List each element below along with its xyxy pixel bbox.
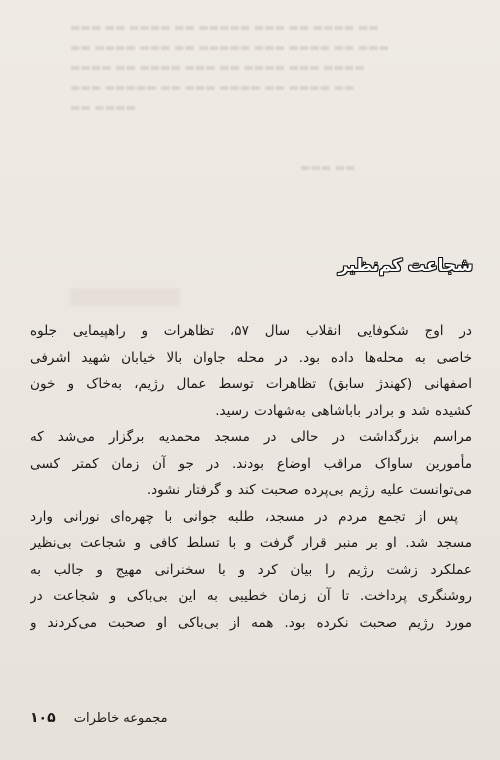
text-line: عملکرد زشت رژیم را بیان کرد و با سخنرانی مهیج و جالب به: [30, 561, 472, 578]
text-line: مسجد شد. او بر منبر قرار گرفت و با تسلط کافی و شجاعت بی‌نظیر: [30, 535, 472, 551]
paragraph-3: [30, 504, 472, 637]
paragraph-2: [30, 424, 472, 504]
section-heading: شجاعت کم‌نظیر: [338, 256, 473, 276]
text-line: مراسم بزرگداشت در حالی در مسجد محمدیه برگزار می‌شد که: [30, 429, 472, 445]
text-line: می‌توانست علیه رژیم بی‌پرده صحبت کند و گرفتار نشود.: [146, 482, 472, 498]
body-text: [30, 318, 472, 636]
book-title: مجموعه خاطرات: [73, 711, 168, 726]
text-line: مورد رژیم صحبت نکرده بود. همه از بی‌باکی او صحبت می‌کردند و: [30, 614, 472, 631]
paragraph-1: [30, 318, 472, 424]
bleed-through-heading: [70, 288, 180, 306]
text-line: اصفهانی (کهندژ سابق) تظاهرات توسط عمال رژیم، به‌خاک و خون: [30, 376, 472, 392]
text-line: پس از تجمع مردم در مسجد، طلبه جوانی با چهره‌ای نورانی وارد: [30, 508, 458, 525]
page-number: ۱۰۵: [30, 710, 56, 726]
bleed-through-text: ▬▬▬ ▬▬ ▬▬▬▬ ▬▬ ▬▬▬▬▬ ▬▬▬ ▬▬ ▬▬▬▬ ▬▬ ▬▬ ▬▬▬▬ ▬▬▬ ▬▬ ▬▬▬▬▬ ▬▬▬ ▬▬▬▬ ▬▬ ▬▬▬ ▬▬▬▬ ▬▬ ▬▬▬▬ ▬▬▬ ▬▬ ▬▬▬▬ ▬▬▬ ▬▬▬▬ ▬▬▬ ▬▬▬▬▬ ▬▬ ▬▬▬ ▬▬▬▬ ▬▬ ▬▬▬▬ ▬▬ ▬▬ ▬▬▬▬: [70, 21, 389, 114]
text-line: خاصی به محله‌ها داده بود. در محله جاوان بالا خیابان شهید اشرفی: [30, 349, 472, 366]
text-line: روشنگری پرداخت. تا آن زمان خطیبی به این بی‌باکی و شجاعت در: [30, 588, 472, 604]
text-line: کشیده شد و برادر باباشاهی به‌شهادت رسید.: [215, 402, 472, 419]
page-footer: [30, 710, 472, 726]
bleed-through-signature: ▬▬▬ ▬▬: [300, 161, 356, 174]
text-line: در اوج شکوفایی انقلاب سال ۵۷، تظاهرات و راهپیمایی جلوه: [30, 323, 472, 339]
text-line: مأمورین ساواک مراقب اوضاع بودند. در جو آن زمان کمتر کسی: [30, 455, 472, 472]
